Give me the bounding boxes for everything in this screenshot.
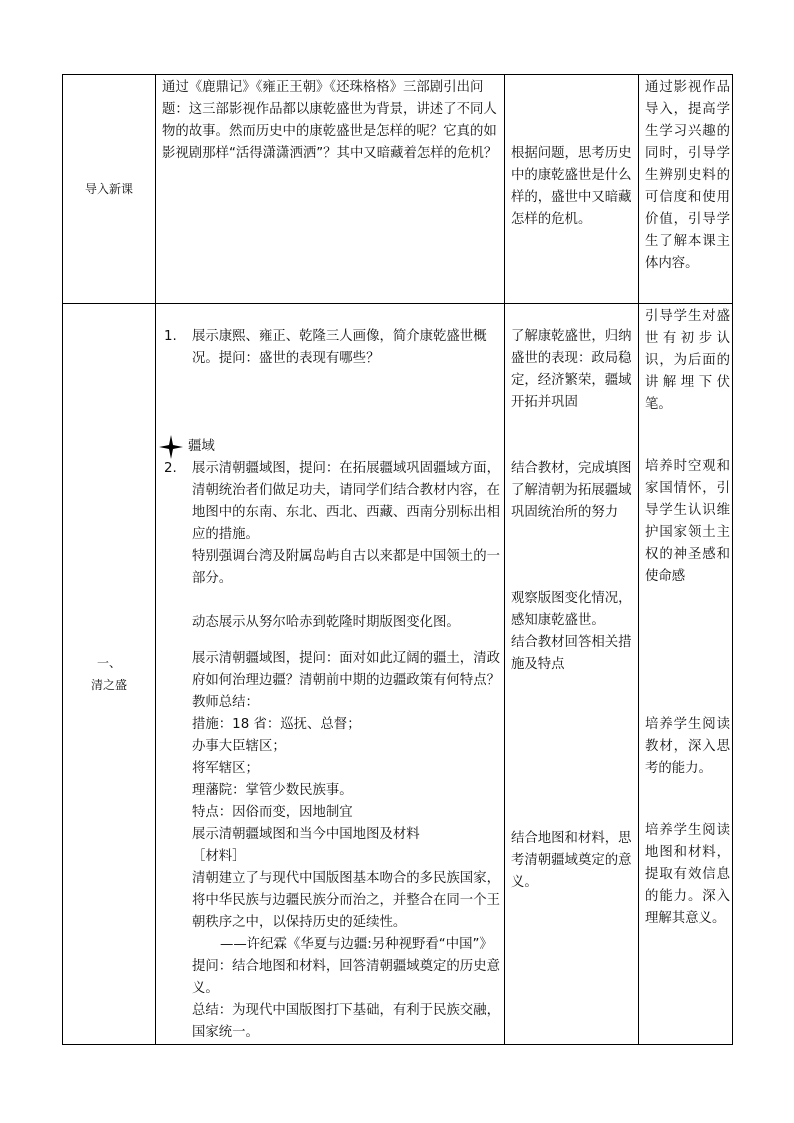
four-point-star-icon [158,434,184,460]
student-activity-text: 结合教材回答相关措施及特点 [511,635,632,672]
student-activity-text: 根据问题，思考历史中的康乾盛世是什么样的，盛世中又暗藏怎样的危机。 [511,146,632,227]
lesson-plan-table [62,74,733,1045]
teacher-activity-text: 通过《鹿鼎记》《雍正王朝》《还珠格格》三部剧引出问题：这三部影视作品都以康乾盛世为背景，讲述了不同人物的故事。然而历史中的康乾盛世是怎样的呢？它真的如影视剧那样“活得潇潇洒洒”？其中又暗藏着怎样的危机？ [162,80,498,161]
material-text: 清朝建立了与现代中国版图基本吻合的多民族国家，将中华民族与边疆民族分而治之，并整合在同一个王朝秩序之中，以保持历史的延续性。 [192,871,500,930]
stage-label: 导入新课 [84,182,133,196]
table-row [63,75,733,304]
item-note: 特别强调台湾及附属岛屿自古以来都是中国领土的一部分。 [192,549,500,586]
material-label: ［材料］ [192,849,246,864]
measure-line: 办事大臣辖区； [192,739,286,754]
stage-cell [63,304,156,1045]
design-purpose-text: 培养时空观和家国情怀，引导学生认识维护国家领土主权的神圣感和使命感 [645,459,730,584]
measure-line: 特点：因俗而变，因地制宜 [192,805,353,820]
question-text: 提问：结合地图和材料，回答清朝疆域奠定的历史意义。 [192,959,500,996]
design-purpose-text: 引导学生对盛世有初步认识，为后面的讲解埋下伏笔。 [645,309,730,412]
measure-line: 将军辖区； [192,761,259,776]
stage-title: 清之盛 [90,678,127,692]
dynamic-display: 动态展示从努尔哈赤到乾隆时期版图变化图。 [192,615,460,630]
design-purpose-content [639,304,732,930]
question-text: 展示清朝疆域图，提问：面对如此辽阔的疆土，清政府如何治理边疆？清朝前中期的边疆政策有何特点？教师总结： [192,651,500,710]
summary-text: 总结：为现代中国版图打下基础，有利于民族交融，国家统一。 [192,1003,500,1040]
measure-line: 措施：18 省：巡抚、总督； [192,717,361,732]
design-purpose-text: 通过影视作品导入，提高学生学习兴趣的同时，引导学生辨别史料的可信度和使用价值，引导学生了解本课主体内容。 [645,80,730,271]
item-number: 1. [164,329,177,344]
design-purpose-cell [639,75,733,304]
student-activity-text: 结合教材，完成填图了解清朝为拓展疆域巩固统治所的努力 [511,461,632,520]
material-source: ——许纪霖《华夏与边疆:另种视野看“中国”》 [220,937,493,952]
list-item [162,326,500,370]
item-number: 2. [164,461,177,476]
table-row [63,304,733,1045]
design-purpose-cell [639,304,733,1045]
measure-line: 理藩院：掌管少数民族事。 [192,783,353,798]
student-activity-content [505,304,638,894]
student-activity-cell [505,304,639,1045]
design-purpose-text: 培养学生阅读地图和材料，提取有效信息的能力。深入理解其意义。 [645,823,730,926]
design-purpose-text: 培养学生阅读教材，深入思考的能力。 [645,717,730,776]
measure-line: 展示清朝疆域图和当今中国地图及材料 [192,827,420,842]
section-label: 疆域 [188,439,215,454]
stage-cell [63,75,156,304]
list-item [162,458,500,546]
section-heading [162,436,500,458]
student-activity-text: 观察版图变化情况，感知康乾盛世。 [511,591,632,628]
item-text: 展示康熙、雍正、乾隆三人画像，简介康乾盛世概况。提问：盛世的表现有哪些？ [192,329,487,366]
teacher-activity-cell [156,75,505,304]
student-activity-text: 了解康乾盛世，归纳盛世的表现：政局稳定，经济繁荣，疆域开拓并巩固 [511,329,632,410]
teacher-activity-content [156,304,504,1044]
student-activity-cell [505,75,639,304]
item-text: 展示清朝疆域图，提问：在拓展疆域巩固疆域方面，清朝统治者们做足功夫，请同学们结合教材内容，在地图中的东南、东北、西北、西藏、西南分别标出相应的措施。 [192,461,500,542]
stage-number: 一、 [96,656,121,670]
stage-label [63,304,155,1044]
teacher-activity-cell [156,304,505,1045]
student-activity-text: 结合地图和材料，思考清朝疆域奠定的意义。 [511,831,632,890]
